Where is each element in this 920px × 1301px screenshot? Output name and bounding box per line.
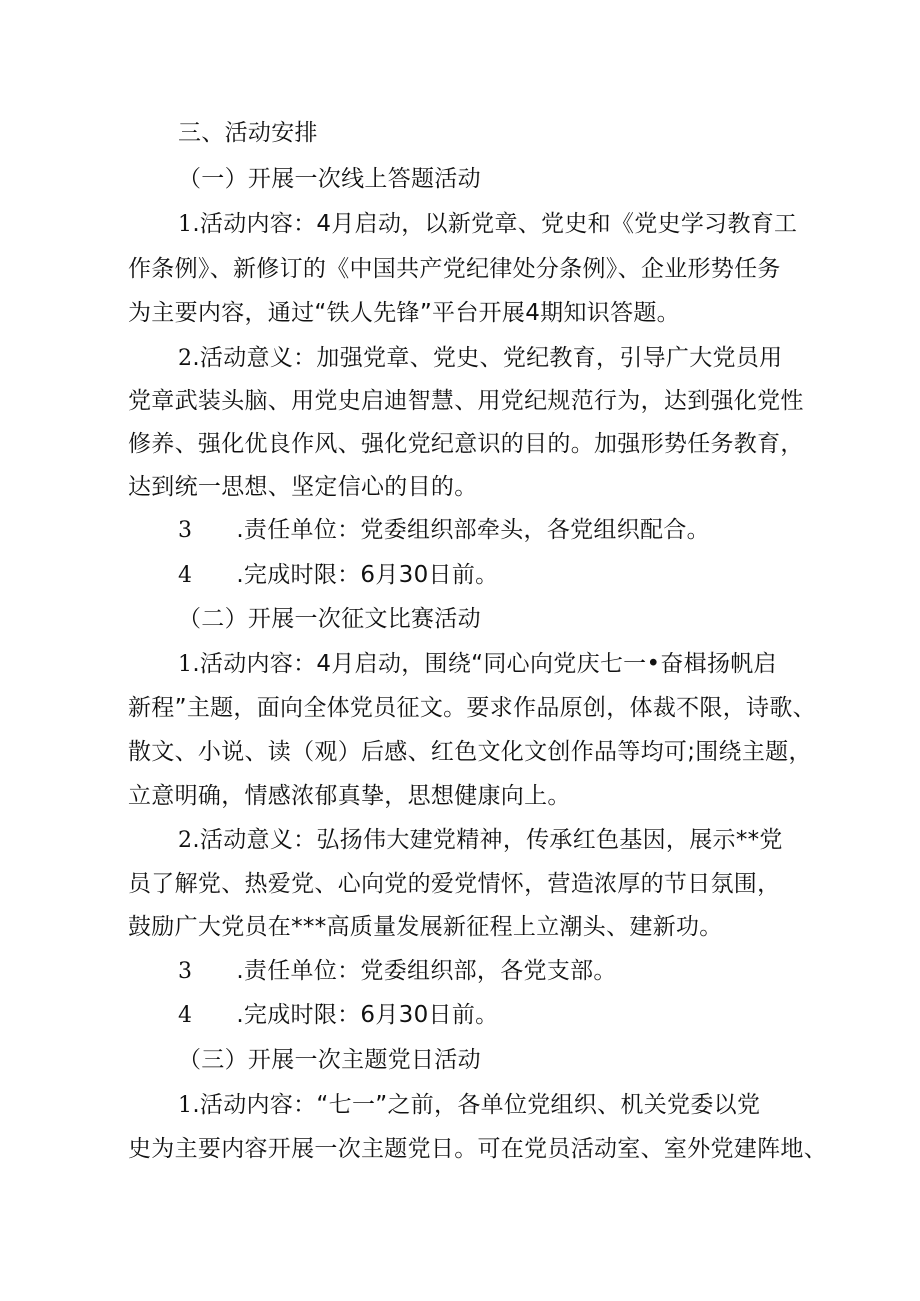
item-number: 1 bbox=[178, 652, 193, 677]
paragraph-line: 1.活动内容：4月启动，以新党章、党史和《党史学习教育工 bbox=[178, 209, 797, 240]
paragraph-line: 党章武装头脑、用党史启迪智慧、用党纪规范行为，达到强化党性 bbox=[128, 388, 804, 414]
subsection-title-3: （三）开展一次主题党日活动 bbox=[178, 1047, 481, 1073]
paragraph-line: 4 .完成时限：6月30日前。 bbox=[178, 1000, 498, 1031]
paragraph-line: 立意明确，情感浓郁真挚，思想健康向上。 bbox=[128, 783, 571, 809]
paragraph-line: 鼓励广大党员在***高质量发展新征程上立潮头、建新功。 bbox=[128, 914, 723, 940]
item-number: 2 bbox=[178, 346, 193, 371]
subsection-title-1: （一）开展一次线上答题活动 bbox=[178, 166, 481, 192]
paragraph-line: 达到统一思想、坚定信心的目的。 bbox=[128, 474, 478, 500]
paragraph-line: 3 .责任单位：党委组织部牵头，各党组织配合。 bbox=[178, 515, 710, 546]
paragraph-line: 2.活动意义：加强党章、党史、党纪教育，引导广大党员用 bbox=[178, 343, 782, 374]
paragraph-line: 史为主要内容开展一次主题党日。可在党员活动室、室外党建阵地、 bbox=[128, 1136, 827, 1162]
subsection-title-2: （二）开展一次征文比赛活动 bbox=[178, 606, 481, 632]
paragraph-line: 新程”主题，面向全体党员征文。要求作品原创，体裁不限，诗歌、 bbox=[128, 695, 816, 721]
paragraph-line: 为主要内容，通过“铁人先锋”平台开展4期知识答题。 bbox=[128, 300, 680, 326]
paragraph-line: 3 .责任单位：党委组织部，各党支部。 bbox=[178, 956, 617, 987]
paragraph-line: 4 .完成时限：6月30日前。 bbox=[178, 560, 498, 591]
item-number: 3 bbox=[178, 518, 193, 543]
item-number: 2 bbox=[178, 828, 193, 853]
paragraph-line: 散文、小说、读（观）后感、红色文化文创作品等均可;围绕主题， bbox=[128, 739, 812, 765]
paragraph-line: 1.活动内容：4月启动，围绕“同心向党庆七一•奋楫扬帆启 bbox=[178, 649, 777, 680]
section-heading: 三、活动安排 bbox=[178, 120, 318, 146]
paragraph-line: 员了解党、热爱党、心向党的爱党情怀，营造浓厚的节日氛围， bbox=[128, 871, 781, 897]
item-number: 4 bbox=[178, 563, 193, 588]
paragraph-line: 作条例》、新修订的《中国共产党纪律处分条例》、企业形势任务 bbox=[128, 256, 781, 282]
paragraph-line: 1.活动内容：“七一”之前，各单位党组织、机关党委以党 bbox=[178, 1090, 760, 1121]
item-number: 3 bbox=[178, 959, 193, 984]
paragraph-line: 2.活动意义：弘扬伟大建党精神，传承红色基因，展示**党 bbox=[178, 825, 783, 856]
paragraph-line: 修养、强化优良作风、强化党纪意识的目的。加强形势任务教育， bbox=[128, 431, 804, 457]
item-number: 1 bbox=[178, 1093, 193, 1118]
item-number: 4 bbox=[178, 1003, 193, 1028]
item-number: 1 bbox=[178, 212, 193, 237]
